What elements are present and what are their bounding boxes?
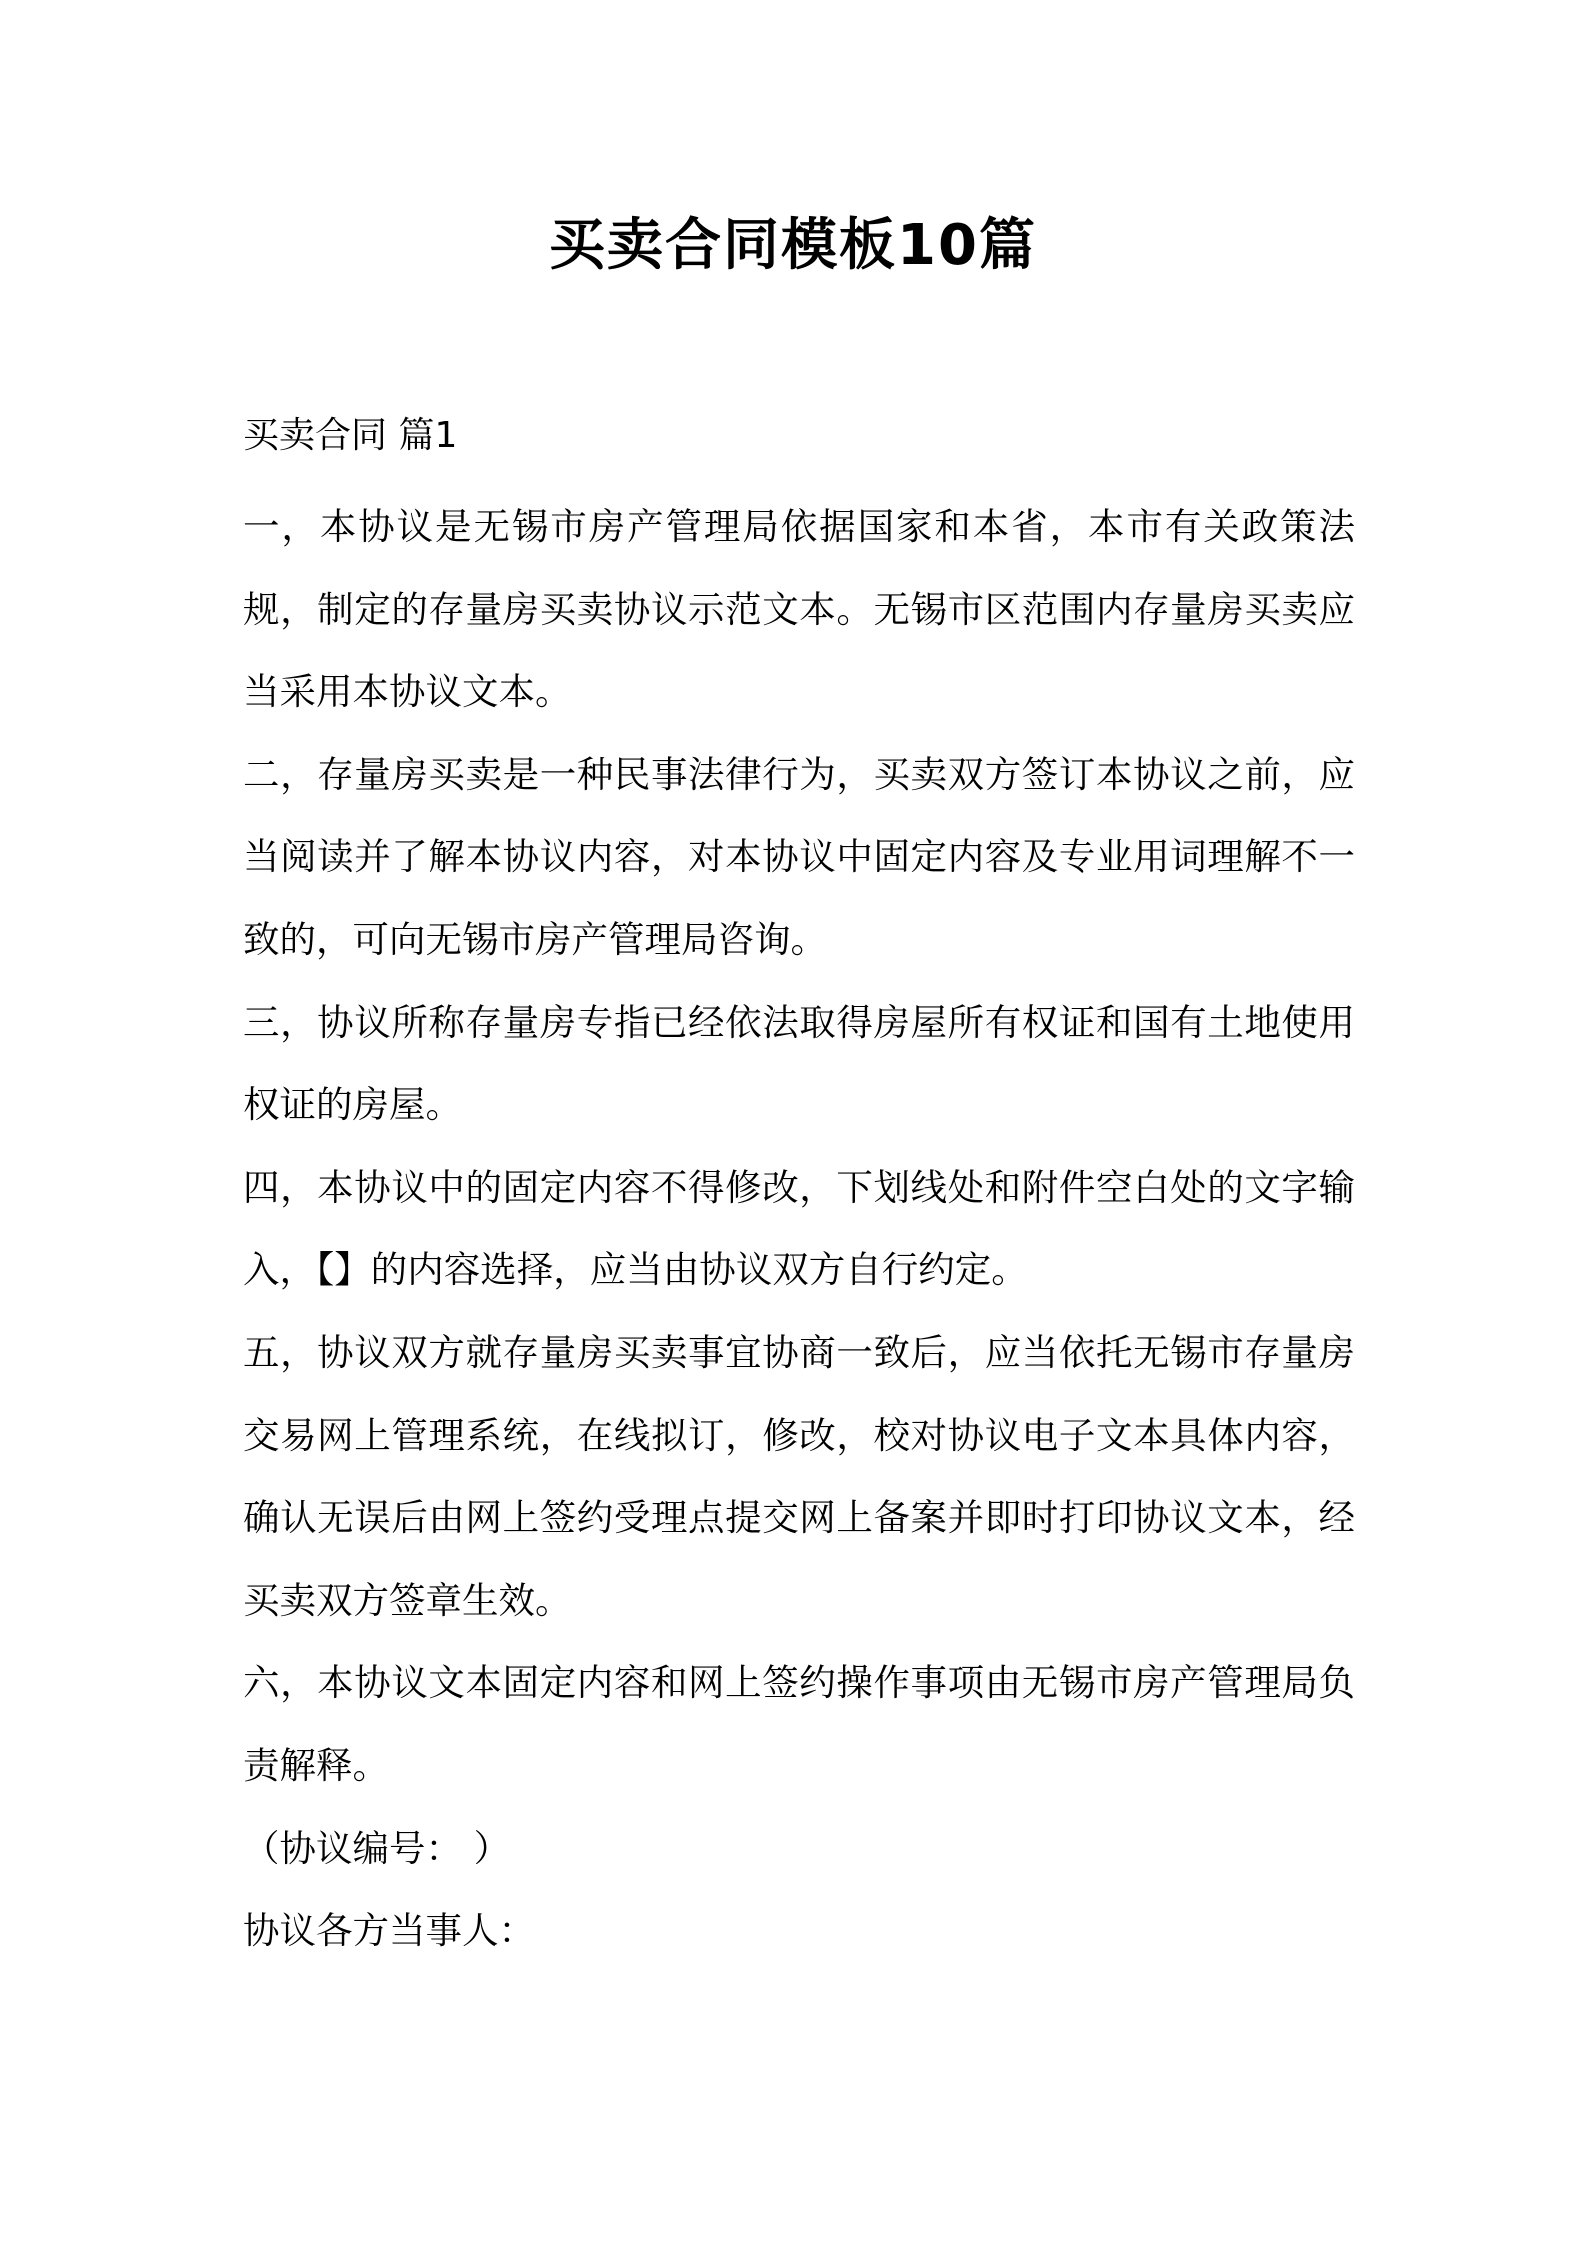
- agreement-number-line: （协议编号： ）: [243, 1826, 511, 1870]
- paragraph-2: 二，存量房买卖是一种民事法律行为，买卖双方签订本协议之前，应当阅读并了解本协议内容，对本协议中固定内容及专业用词理解不一致的，可向无锡市房产管理局咨询。: [243, 752, 1355, 961]
- document-title: 买卖合同模板10篇: [549, 213, 1037, 278]
- paragraph-4: 四，本协议中的固定内容不得修改，下划线处和附件空白处的文字输入，【】的内容选择，应当由协议双方自行约定。: [243, 1165, 1355, 1292]
- section-heading: 买卖合同 篇1: [243, 415, 458, 456]
- document-body: [243, 486, 1355, 1973]
- paragraph-3: 三，协议所称存量房专指已经依法取得房屋所有权证和国有土地使用权证的房屋。: [243, 1000, 1355, 1127]
- paragraph-5: 五，协议双方就存量房买卖事宜协商一致后，应当依托无锡市存量房交易网上管理系统，在线拟订，修改，校对协议电子文本具体内容，确认无误后由网上签约受理点提交网上备案并即时打印协议文本，经买卖双方签章生效。: [243, 1330, 1355, 1622]
- paragraph-6: 六，本协议文本固定内容和网上签约操作事项由无锡市房产管理局负责解释。: [243, 1661, 1355, 1787]
- parties-line: 协议各方当事人：: [243, 1909, 535, 1953]
- paragraph-1: 一，本协议是无锡市房产管理局依据国家和本省，本市有关政策法规，制定的存量房买卖协议示范文本。无锡市区范围内存量房买卖应当采用本协议文本。: [243, 505, 1355, 714]
